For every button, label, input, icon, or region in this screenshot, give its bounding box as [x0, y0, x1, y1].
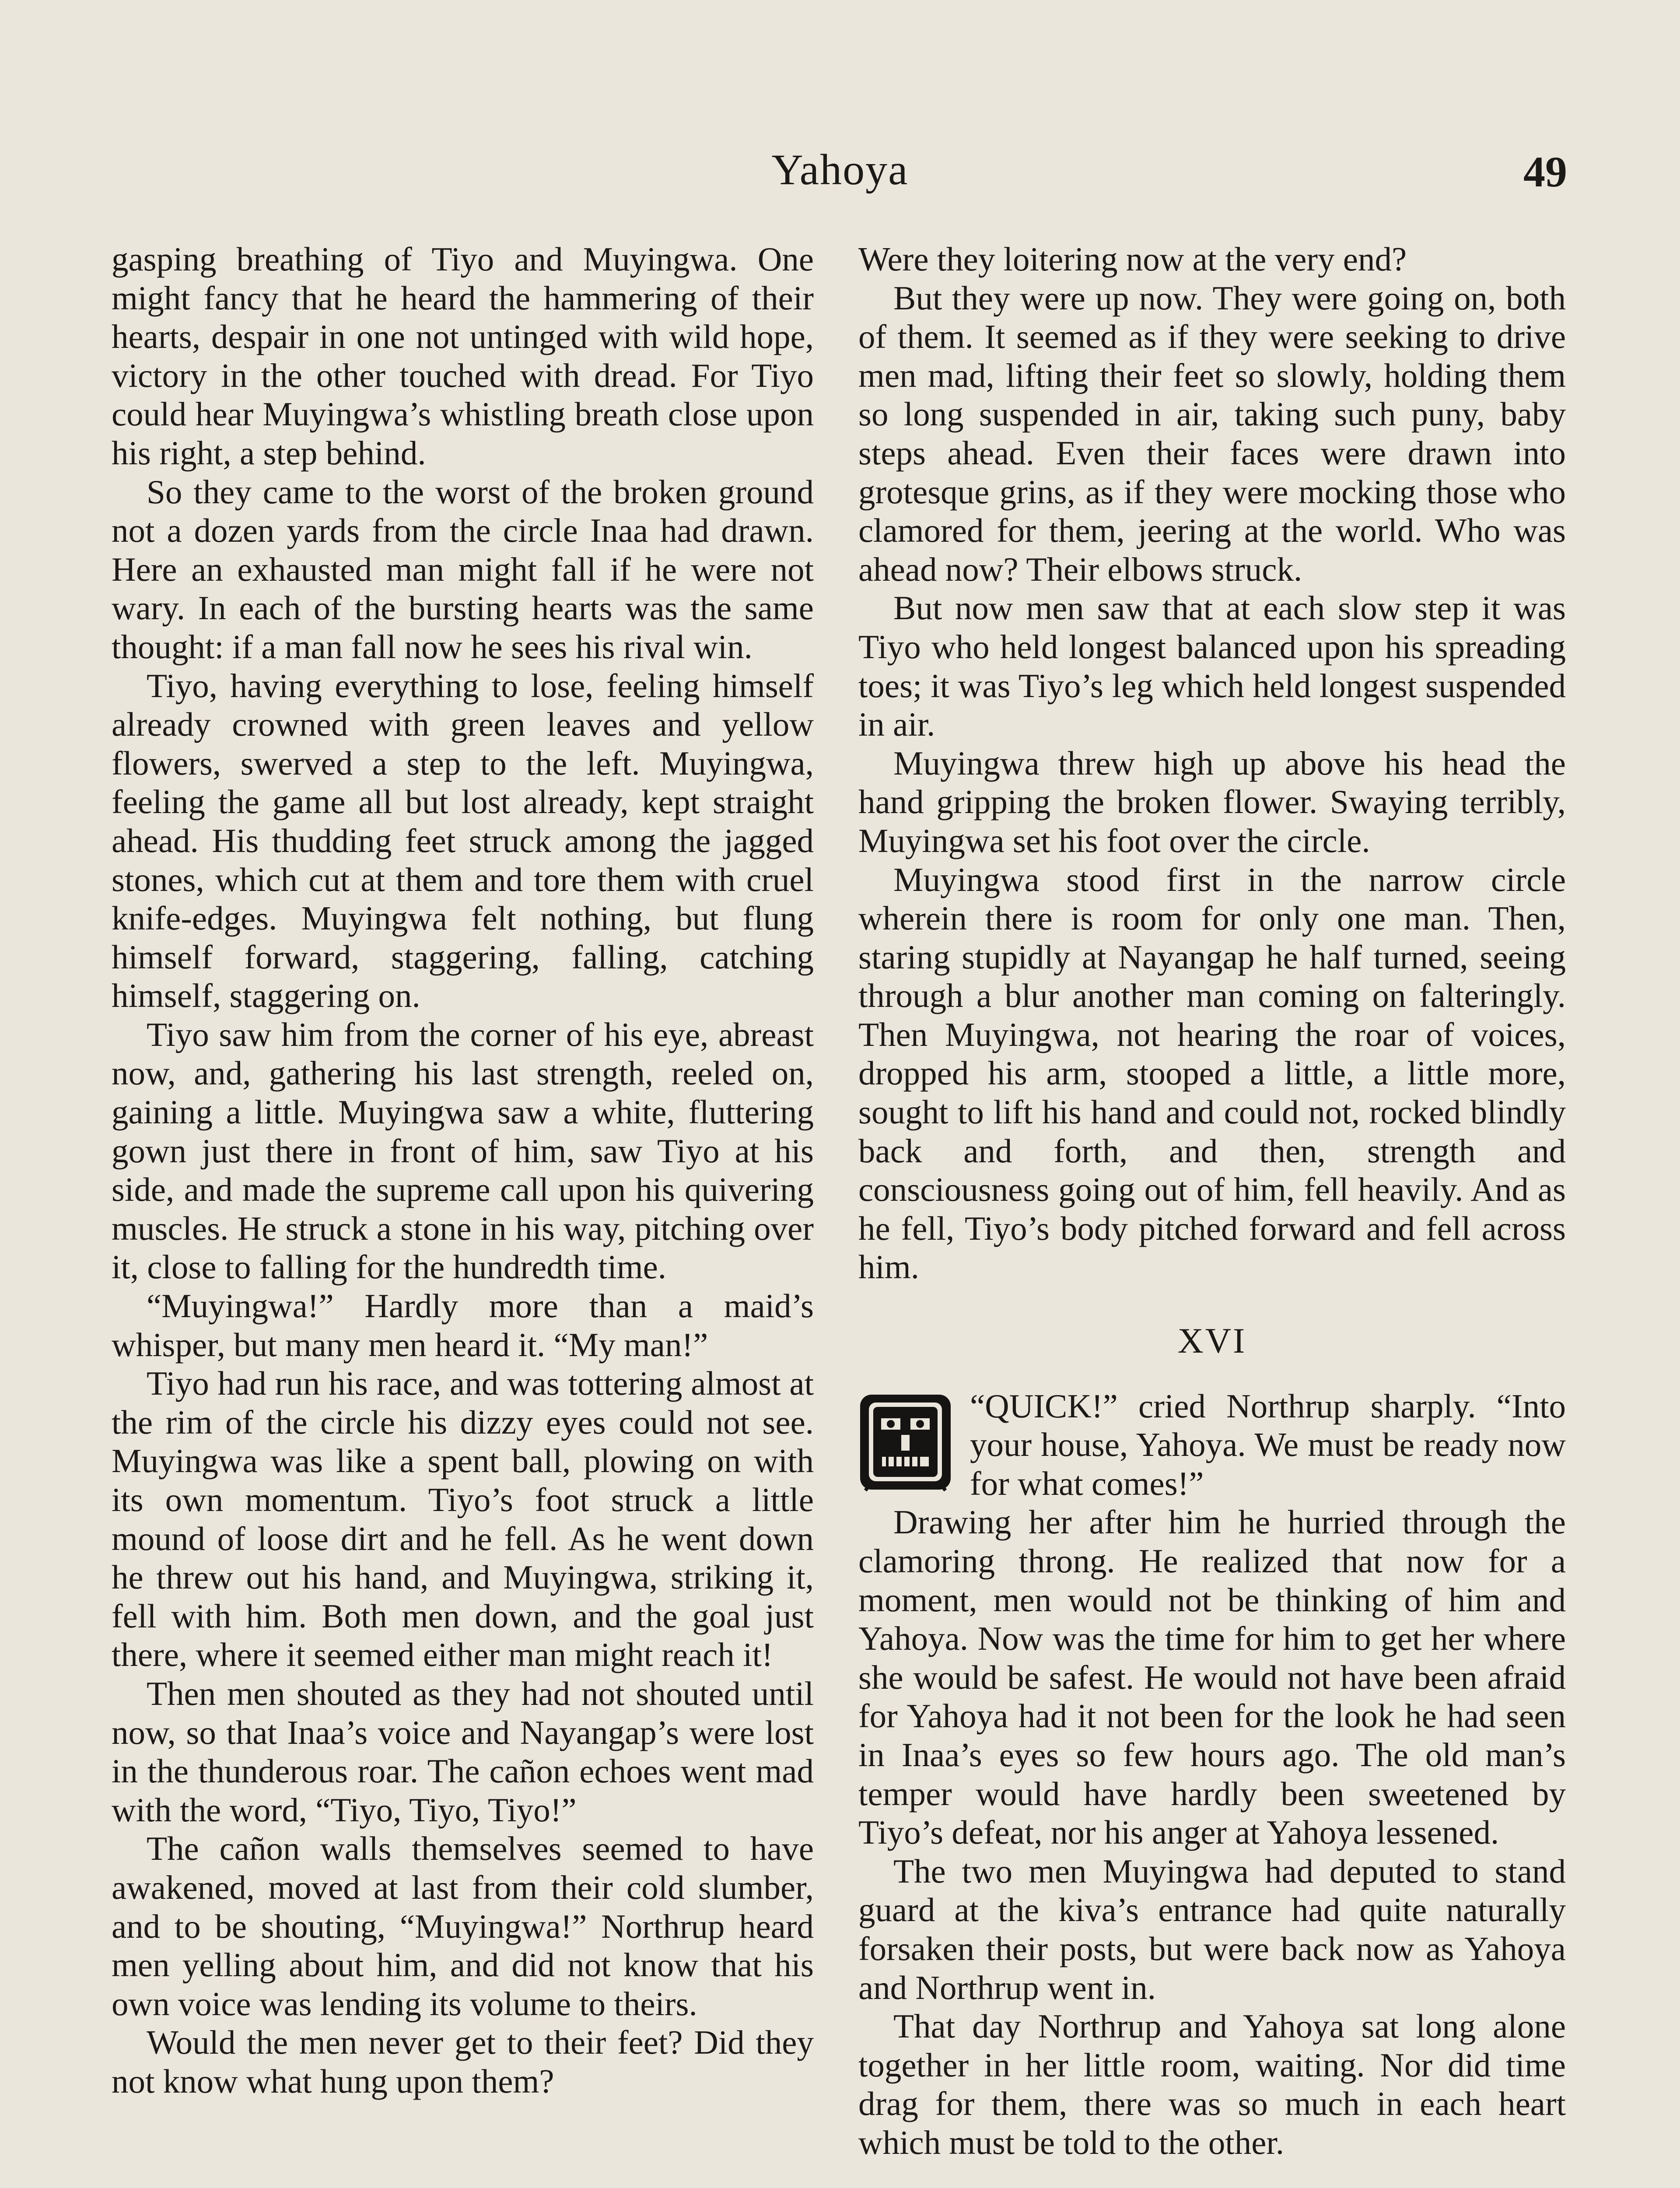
paragraph: Then men shouted as they had not shouted until now, so that Inaa’s voice and Nayangap’s were lost in the thunderous roar. The cañon echoes went mad with the word, “Tiyo, Tiyo, Tiyo!”	[112, 1674, 814, 1829]
carved-face-ornament-icon	[858, 1393, 952, 1491]
paragraph: The two men Muyingwa had deputed to stand guard at the kiva’s entrance had quite naturally forsaken their posts, but were back now as Yahoya and Northrup went in.	[858, 1852, 1566, 2006]
left-column	[112, 240, 814, 2101]
paragraph: Muyingwa threw high up above his head the hand gripping the broken flower. Swaying terribly, Muyingwa set his foot over the circle.	[858, 744, 1566, 859]
running-header: Yahoya	[771, 145, 909, 194]
page-number: 49	[1523, 147, 1567, 196]
paragraph: “Muyingwa!” Hardly more than a maid’s whisper, but many men heard it. “My man!”	[112, 1287, 814, 1364]
right-column-before	[858, 240, 1566, 1287]
dropcap-text: “QUICK!” cried Northrup sharply. “Into your house, Yahoya. We must be ready now for what comes!”	[970, 1387, 1566, 1502]
paragraph: Would the men never get to their feet? Did they not know what hung upon them?	[112, 2023, 814, 2100]
right-column-after	[858, 1503, 1566, 2162]
paragraph: But now men saw that at each slow step it was Tiyo who held longest balanced upon his spreading toes; it was Tiyo’s leg which held longest suspended in air.	[858, 589, 1566, 743]
paragraph: But they were up now. They were going on, both of them. It seemed as if they were seeking to drive men mad, lifting their feet so slowly, holding them so long suspended in air, taking such puny, baby steps ahead. Even their faces were drawn into grotesque grins, as if they were mocking those who clamored for them, jeering at the world. Who was ahead now? Their elbows struck.	[858, 279, 1566, 588]
paragraph: Muyingwa stood first in the narrow circle wherein there is room for only one man. Then, staring stupidly at Nayangap he half turned, seeing through a blur another man coming on falteringly. Then Muyingwa, not hearing the roar of voices, dropped his arm, stooped a little, a little more, sought to lift his hand and could not, rocked blindly back and forth, and then, strength and consciousness going out of him, fell heavily. And as he fell, Tiyo’s body pitched forward and fell across him.	[858, 860, 1566, 1286]
paragraph: Were they loitering now at the very end?	[858, 240, 1407, 278]
paragraph: Tiyo saw him from the corner of his eye, abreast now, and, gathering his last strength, reeled on, gaining a little. Muyingwa saw a white, fluttering gown just there in front of him, saw Tiyo at his side, and made the supreme call upon his quivering muscles. He struck a stone in his way, pitching over it, close to falling for the hundredth time.	[112, 1015, 814, 1286]
paragraph: That day Northrup and Yahoya sat long alone together in her little room, waiting. Nor did time drag for them, there was so much in each heart which must be told to the other.	[858, 2007, 1566, 2161]
paragraph: So they came to the worst of the broken ground not a dozen yards from the circle Inaa had drawn. Here an exhausted man might fall if he were not wary. In each of the bursting hearts was the same thought: if a man fall now he sees his rival win.	[112, 473, 814, 666]
paragraph: Drawing her after him he hurried through the clamoring throng. He realized that now for a moment, men would not be thinking of him and Yahoya. Now was the time for him to get her where she would be safest. He would not have been afraid for Yahoya had it not been for the look he had seen in Inaa’s eyes so few hours ago. The old man’s temper would have hardly been sweetened by Tiyo’s defeat, nor his anger at Yahoya lessened.	[858, 1503, 1566, 1851]
paragraph: The cañon walls themselves seemed to have awakened, moved at last from their cold slumber, and to be shouting, “Muyingwa!” Northrup heard men yelling about him, and did not know that his own voice was lending its volume to theirs.	[112, 1830, 814, 2023]
right-column	[858, 240, 1566, 2162]
paragraph: Tiyo, having everything to lose, feeling himself already crowned with green leaves and yellow flowers, swerved a step to the left. Muyingwa, feeling the game all but lost already, kept straight ahead. His thudding feet struck among the jagged stones, which cut at them and tore them with cruel knife-edges. Muyingwa felt nothing, but flung himself forward, staggering, falling, catching himself, staggering on.	[112, 666, 814, 1015]
chapter-heading: XVI	[1177, 1321, 1247, 1361]
paragraph: gasping breathing of Tiyo and Muyingwa. One might fancy that he heard the hammering of their hearts, despair in one not untinged with wild hope, victory in the other touched with dread. For Tiyo could hear Muyingwa’s whistling breath close upon his right, a step behind.	[112, 240, 814, 472]
paragraph: Tiyo had run his race, and was tottering almost at the rim of the circle his dizzy eyes could not see. Muyingwa was like a spent ball, plowing on with its own momentum. Tiyo’s foot struck a little mound of loose dirt and he fell. As he went down he threw out his hand, and Muyingwa, striking it, fell with him. Both men down, and the goal just there, where it seemed either man might reach it!	[112, 1364, 814, 1674]
dropcap-paragraph	[858, 1387, 1566, 1503]
